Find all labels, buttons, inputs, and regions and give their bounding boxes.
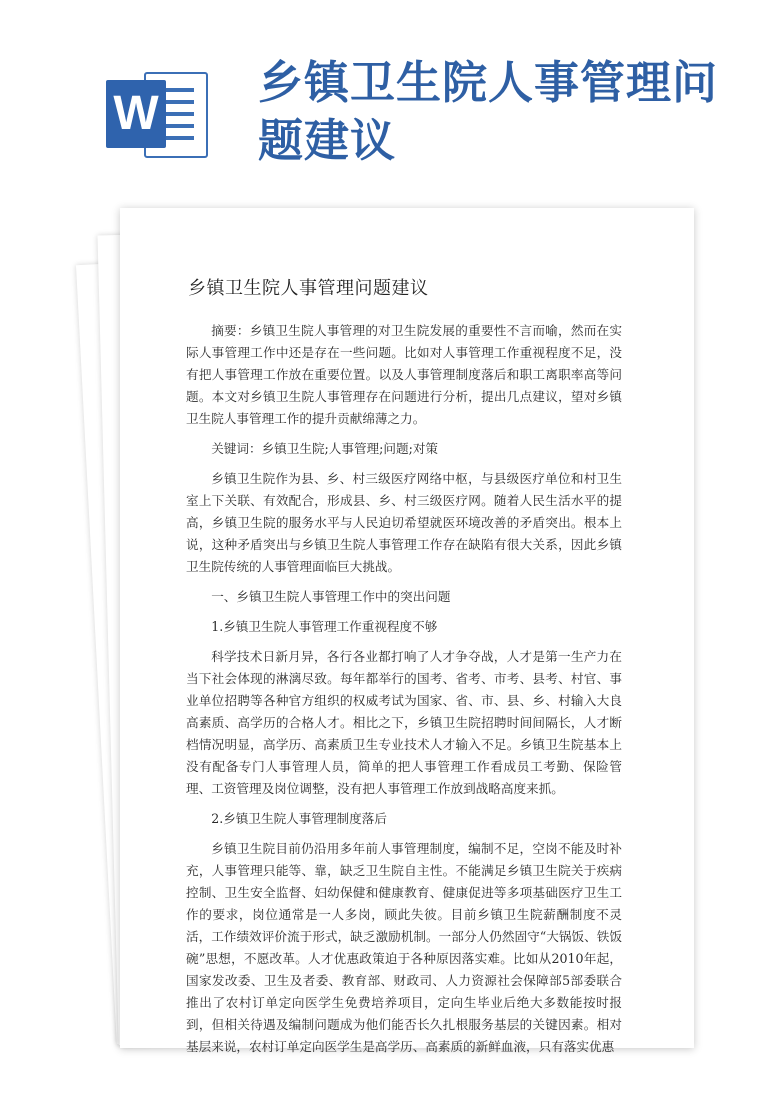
section-heading: 一、乡镇卫生院人事管理工作中的突出问题 <box>211 589 451 604</box>
document-body <box>186 320 622 1066</box>
abstract-paragraph: 摘要：乡镇卫生院人事管理的对卫生院发展的重要性不言而喻，然而在实际人事管理工作中还是存在一些问题。比如对人事管理工作重视程度不足，没有把人事管理工作放在重要位置。以及人事管理制度落后和职工离职率高等问题。本文对乡镇卫生院人事管理存在问题进行分析，提出几点建议，望对乡镇卫生院人事管理工作的提升贡献绵薄之力。 <box>186 323 622 426</box>
subsection-paragraph-1: 科学技术日新月异，各行各业都打响了人才争夺战，人才是第一生产力在当下社会体现的淋漓尽致。每年都举行的国考、省考、市考、县考、村官、事业单位招聘等各种官方组织的权威考试为国家、省、市、县、乡、村输入大良高素质、高学历的合格人才。相比之下，乡镇卫生院招聘时间间隔长，人才断档情况明显，高学历、高素质卫生专业技术人才输入不足。乡镇卫生院基本上没有配备专门人事管理人员，简单的把人事管理工作看成员工考勤、保险管理、工资管理及岗位调整，没有把人事管理工作放到战略高度来抓。 <box>186 649 622 796</box>
subsection-paragraph-2: 乡镇卫生院目前仍沿用多年前人事管理制度，编制不足，空岗不能及时补充，人事管理只能等、靠，缺乏卫生院自主性。不能满足乡镇卫生院关于疾病控制、卫生安全监督、妇幼保健和健康教育、健康促进等多项基础医疗卫生工作的要求，岗位通常是一人多岗，顾此失彼。目前乡镇卫生院薪酬制度不灵活，工作绩效评价流于形式，缺乏激励机制。一部分人仍然固守“大锅饭、铁饭碗”思想，不愿改革。人才优惠政策迫于各种原因落实难。比如从2010年起，国家发改委、卫生及者委、教育部、财政司、人力资源社会保障部5部委联合推出了农村订单定向医学生免费培养项目，定向生毕业后绝大多数能按时报到，但相关待遇及编制问题成为他们能否长久扎根服务基层的关键因素。相对基层来说，农村订单定向医学生是高学历、高素质的新鲜血液，只有落实优惠 <box>186 841 622 1054</box>
subsection-heading-1: 1.乡镇卫生院人事管理工作重视程度不够 <box>211 619 438 634</box>
banner-title: 乡镇卫生院人事管理问题建议 <box>258 56 719 167</box>
subsection-heading-2: 2.乡镇卫生院人事管理制度落后 <box>211 811 387 826</box>
document-title: 乡镇卫生院人事管理问题建议 <box>188 278 429 299</box>
keywords-paragraph: 关键词：乡镇卫生院;人事管理;问题;对策 <box>211 441 439 456</box>
document-page <box>120 208 694 1054</box>
word-badge: W <box>106 80 166 148</box>
word-app-icon <box>106 66 210 162</box>
banner <box>0 0 780 200</box>
intro-paragraph: 乡镇卫生院作为县、乡、村三级医疗网络中枢，与县级医疗单位和村卫生室上下关联、有效配合，形成县、乡、村三级医疗网。随着人民生活水平的提高，乡镇卫生院的服务水平与人民迫切希望就医环境改善的矛盾突出。根本上说，这种矛盾突出与乡镇卫生院人事管理工作存在缺陷有很大关系，因此乡镇卫生院传统的人事管理面临巨大挑战。 <box>186 471 622 574</box>
